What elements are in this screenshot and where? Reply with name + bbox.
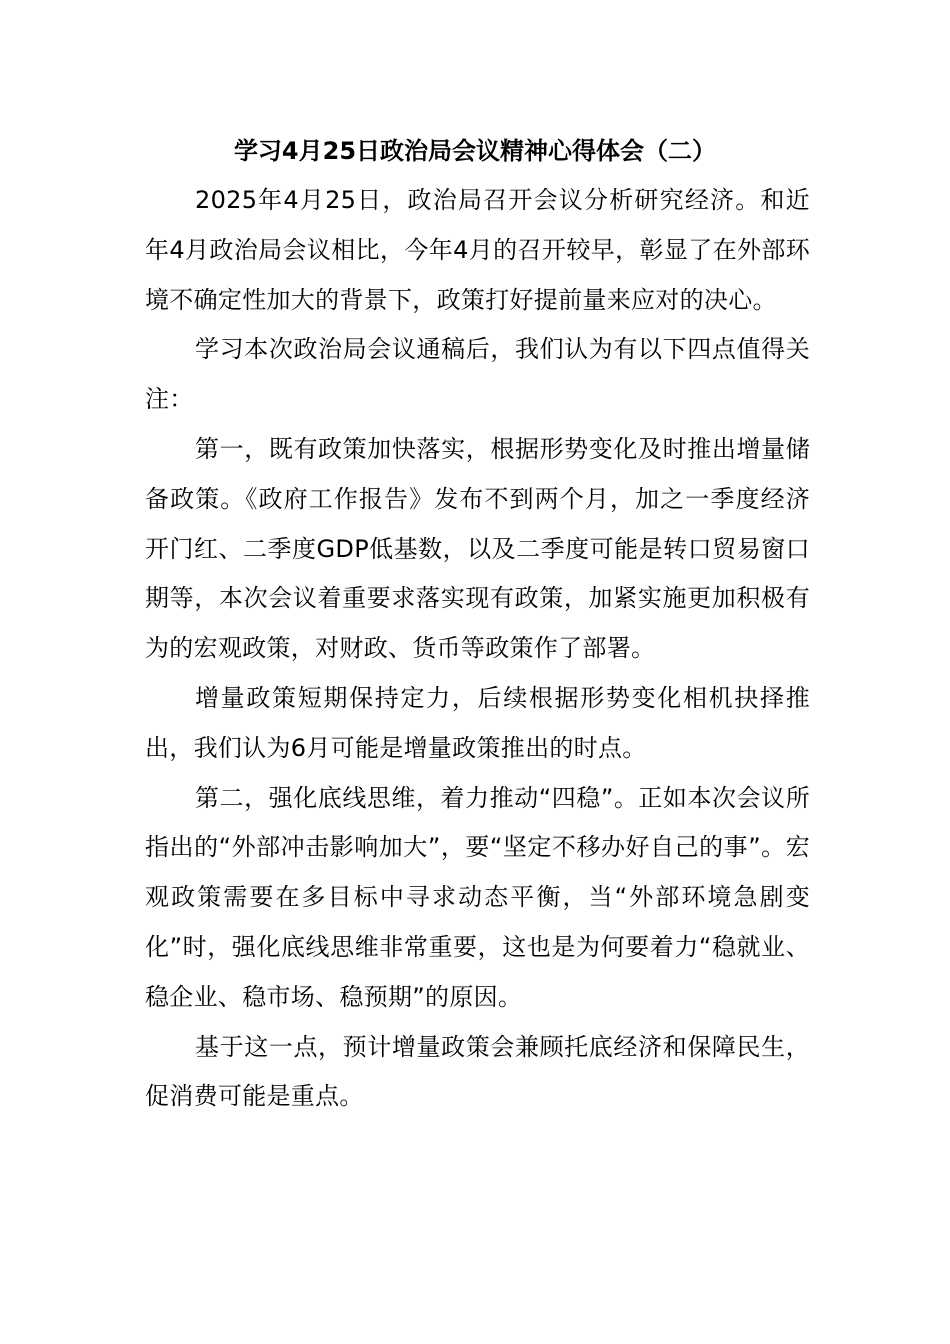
document-title: 学习4月25日政治局会议精神心得体会（二） <box>233 137 717 165</box>
paragraph-point-one: 第一，既有政策加快落实，根据形势变化及时推出增量储备政策。《政府工作报告》发布不到两个月，加之一季度经济开门红、二季度GDP低基数，以及二季度可能是转口贸易窗口期等，本次会议着重要求落实现有政策，加紧实施更加积极有为的宏观政策，对财政、货币等政策作了部署。 <box>145 434 810 663</box>
paragraph-consumption-focus: 基于这一点，预计增量政策会兼顾托底经济和保障民生，促消费可能是重点。 <box>145 1032 810 1111</box>
paragraph-incremental-policy: 增量政策短期保持定力，后续根据形势变化相机抉择推出，我们认为6月可能是增量政策推出的时点。 <box>145 683 810 762</box>
document-body <box>145 176 810 1122</box>
paragraph-point-two: 第二，强化底线思维，着力推动“四稳”。正如本次会议所指出的“外部冲击影响加大”，要“坚定不移办好自己的事”。宏观政策需要在多目标中寻求动态平衡，当“外部环境急剧变化”时，强化底线思维非常重要，这也是为何要着力“稳就业、稳企业、稳市场、稳预期”的原因。 <box>145 783 810 1011</box>
paragraph-intro: 2025年4月25日，政治局召开会议分析研究经济。和近年4月政治局会议相比，今年4月的召开较早，彰显了在外部环境不确定性加大的背景下，政策打好提前量来应对的决心。 <box>145 186 810 314</box>
paragraph-key-points: 学习本次政治局会议通稿后，我们认为有以下四点值得关注： <box>145 335 810 414</box>
